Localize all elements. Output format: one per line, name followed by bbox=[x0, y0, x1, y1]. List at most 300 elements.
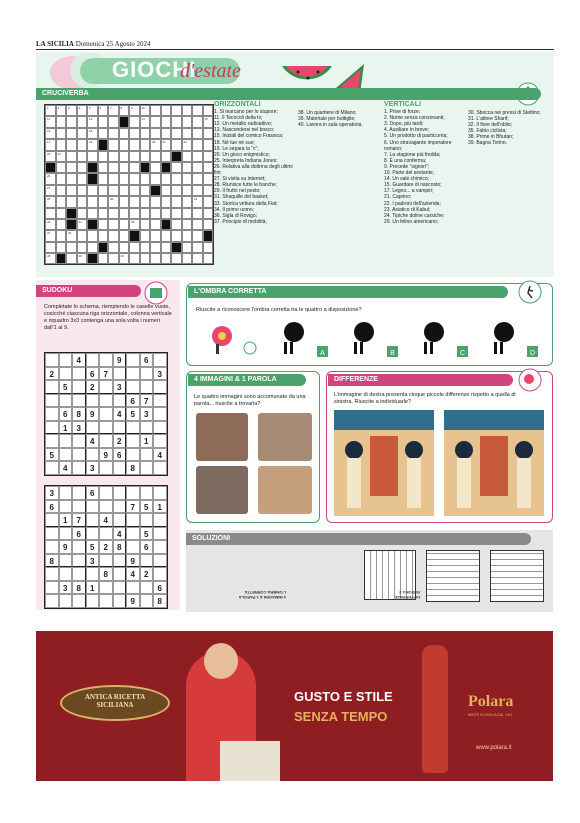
sudoku-cell[interactable] bbox=[45, 461, 59, 475]
crossword-cell[interactable] bbox=[56, 128, 67, 139]
sudoku-cell[interactable] bbox=[140, 380, 154, 394]
sudoku-cell[interactable] bbox=[113, 461, 127, 475]
crossword-cell[interactable] bbox=[192, 253, 203, 264]
crossword-cell[interactable] bbox=[182, 230, 193, 241]
sudoku-cell[interactable] bbox=[113, 500, 127, 514]
ad-url[interactable]: www.polara.it bbox=[476, 745, 512, 751]
sudoku-cell[interactable] bbox=[45, 353, 59, 367]
sudoku-cell[interactable] bbox=[99, 486, 113, 500]
sudoku-cell[interactable] bbox=[45, 540, 59, 554]
crossword-cell[interactable]: 9 bbox=[129, 105, 140, 116]
sudoku-cell[interactable] bbox=[59, 500, 73, 514]
sudoku-cell[interactable] bbox=[86, 567, 100, 581]
crossword-cell[interactable] bbox=[66, 173, 77, 184]
sudoku-cell[interactable] bbox=[153, 461, 167, 475]
crossword-cell[interactable] bbox=[129, 116, 140, 127]
sudoku-cell[interactable] bbox=[45, 380, 59, 394]
crossword-cell[interactable] bbox=[56, 230, 67, 241]
sudoku-cell[interactable] bbox=[140, 513, 154, 527]
crossword-cell[interactable] bbox=[87, 230, 98, 241]
crossword-cell[interactable] bbox=[98, 242, 109, 253]
crossword-cell[interactable]: 34 bbox=[77, 219, 88, 230]
crossword-cell[interactable] bbox=[98, 253, 109, 264]
crossword-cell[interactable] bbox=[150, 173, 161, 184]
sudoku-cell[interactable] bbox=[113, 486, 127, 500]
crossword-cell[interactable] bbox=[161, 185, 172, 196]
sudoku-cell[interactable]: 7 bbox=[140, 394, 154, 408]
crossword-cell[interactable] bbox=[192, 208, 203, 219]
crossword-cell[interactable] bbox=[171, 253, 182, 264]
sudoku-cell[interactable] bbox=[45, 581, 59, 595]
sudoku-cell[interactable] bbox=[72, 434, 86, 448]
sudoku-cell[interactable]: 6 bbox=[140, 540, 154, 554]
crossword-cell[interactable] bbox=[87, 162, 98, 173]
sudoku-cell[interactable] bbox=[153, 353, 167, 367]
sudoku-cell[interactable]: 6 bbox=[140, 353, 154, 367]
sudoku-cell[interactable] bbox=[126, 367, 140, 381]
sudoku-cell[interactable] bbox=[72, 567, 86, 581]
crossword-cell[interactable] bbox=[182, 162, 193, 173]
crossword-cell[interactable]: 23 bbox=[45, 151, 56, 162]
crossword-cell[interactable] bbox=[192, 105, 203, 116]
crossword-cell[interactable] bbox=[161, 230, 172, 241]
sudoku-cell[interactable] bbox=[59, 394, 73, 408]
sudoku-cell[interactable]: 2 bbox=[86, 380, 100, 394]
crossword-cell[interactable] bbox=[108, 173, 119, 184]
crossword-cell[interactable] bbox=[129, 196, 140, 207]
crossword-cell[interactable] bbox=[87, 185, 98, 196]
sudoku-cell[interactable] bbox=[86, 448, 100, 462]
sudoku-cell[interactable]: 8 bbox=[72, 581, 86, 595]
crossword-cell[interactable]: 33 bbox=[45, 219, 56, 230]
sudoku-cell[interactable] bbox=[86, 421, 100, 435]
crossword-cell[interactable] bbox=[56, 253, 67, 264]
crossword-cell[interactable] bbox=[119, 196, 130, 207]
shadow-option-c[interactable] bbox=[412, 318, 472, 358]
crossword-cell[interactable] bbox=[161, 208, 172, 219]
sudoku-cell[interactable] bbox=[72, 540, 86, 554]
crossword-cell[interactable] bbox=[161, 105, 172, 116]
crossword-cell[interactable] bbox=[171, 116, 182, 127]
crossword-cell[interactable]: 20 bbox=[150, 139, 161, 150]
sudoku-cell[interactable]: 2 bbox=[113, 434, 127, 448]
sudoku-cell[interactable] bbox=[99, 407, 113, 421]
sudoku-cell[interactable]: 1 bbox=[59, 421, 73, 435]
crossword-cell[interactable] bbox=[140, 185, 151, 196]
crossword-cell[interactable] bbox=[87, 219, 98, 230]
sudoku-cell[interactable]: 3 bbox=[45, 486, 59, 500]
sudoku-cell[interactable]: 3 bbox=[72, 421, 86, 435]
crossword-cell[interactable] bbox=[129, 185, 140, 196]
crossword-cell[interactable] bbox=[77, 196, 88, 207]
crossword-cell[interactable] bbox=[140, 242, 151, 253]
crossword-cell[interactable] bbox=[56, 162, 67, 173]
crossword-cell[interactable] bbox=[171, 139, 182, 150]
sudoku-cell[interactable] bbox=[113, 513, 127, 527]
crossword-cell[interactable]: 1 bbox=[45, 105, 56, 116]
sudoku-cell[interactable]: 3 bbox=[153, 367, 167, 381]
crossword-cell[interactable]: 38 bbox=[45, 253, 56, 264]
sudoku-cell[interactable] bbox=[99, 554, 113, 568]
crossword-cell[interactable] bbox=[45, 242, 56, 253]
sudoku-cell[interactable] bbox=[45, 407, 59, 421]
sudoku-cell[interactable]: 6 bbox=[126, 394, 140, 408]
crossword-cell[interactable] bbox=[140, 128, 151, 139]
sudoku-cell[interactable]: 4 bbox=[153, 448, 167, 462]
crossword-cell[interactable] bbox=[129, 139, 140, 150]
sudoku-cell[interactable]: 9 bbox=[113, 353, 127, 367]
sudoku-cell[interactable] bbox=[126, 513, 140, 527]
sudoku-cell[interactable]: 5 bbox=[59, 380, 73, 394]
crossword-cell[interactable] bbox=[171, 105, 182, 116]
crossword-cell[interactable] bbox=[87, 173, 98, 184]
crossword-cell[interactable] bbox=[182, 173, 193, 184]
crossword-cell[interactable] bbox=[108, 139, 119, 150]
sudoku-cell[interactable] bbox=[86, 594, 100, 608]
sudoku-cell[interactable] bbox=[140, 367, 154, 381]
crossword-cell[interactable] bbox=[140, 230, 151, 241]
crossword-cell[interactable] bbox=[150, 208, 161, 219]
sudoku-cell[interactable]: 5 bbox=[140, 500, 154, 514]
sudoku-cell[interactable] bbox=[99, 380, 113, 394]
crossword-cell[interactable] bbox=[66, 219, 77, 230]
sudoku-cell[interactable] bbox=[72, 554, 86, 568]
sudoku-cell[interactable] bbox=[86, 500, 100, 514]
sudoku-cell[interactable] bbox=[86, 527, 100, 541]
sudoku-cell[interactable] bbox=[86, 394, 100, 408]
crossword-cell[interactable] bbox=[171, 230, 182, 241]
sudoku-cell[interactable] bbox=[72, 394, 86, 408]
sudoku-cell[interactable]: 9 bbox=[86, 407, 100, 421]
crossword-cell[interactable] bbox=[119, 185, 130, 196]
crossword-cell[interactable] bbox=[203, 253, 214, 264]
sudoku-cell[interactable] bbox=[59, 527, 73, 541]
sudoku-cell[interactable] bbox=[140, 581, 154, 595]
crossword-cell[interactable] bbox=[56, 185, 67, 196]
sudoku-cell[interactable]: 5 bbox=[126, 407, 140, 421]
crossword-cell[interactable] bbox=[182, 116, 193, 127]
crossword-cell[interactable]: 37 bbox=[45, 230, 56, 241]
crossword-cell[interactable]: 35 bbox=[129, 219, 140, 230]
crossword-cell[interactable] bbox=[98, 196, 109, 207]
crossword-cell[interactable] bbox=[192, 230, 203, 241]
sudoku-cell[interactable] bbox=[99, 461, 113, 475]
sudoku-cell[interactable] bbox=[153, 486, 167, 500]
crossword-cell[interactable] bbox=[66, 116, 77, 127]
crossword-cell[interactable] bbox=[98, 173, 109, 184]
sudoku-cell[interactable] bbox=[126, 421, 140, 435]
crossword-cell[interactable] bbox=[192, 162, 203, 173]
sudoku-cell[interactable] bbox=[153, 567, 167, 581]
sudoku-cell[interactable] bbox=[140, 594, 154, 608]
sudoku-cell[interactable] bbox=[126, 486, 140, 500]
crossword-cell[interactable]: 11 bbox=[45, 116, 56, 127]
sudoku-cell[interactable]: 2 bbox=[45, 367, 59, 381]
crossword-cell[interactable]: 7 bbox=[108, 105, 119, 116]
crossword-cell[interactable] bbox=[77, 208, 88, 219]
crossword-cell[interactable] bbox=[171, 128, 182, 139]
crossword-cell[interactable] bbox=[98, 208, 109, 219]
crossword-cell[interactable] bbox=[77, 173, 88, 184]
crossword-cell[interactable] bbox=[66, 151, 77, 162]
sudoku-cell[interactable] bbox=[140, 421, 154, 435]
crossword-cell[interactable] bbox=[56, 196, 67, 207]
sudoku-cell[interactable]: 5 bbox=[140, 527, 154, 541]
crossword-cell[interactable]: 21 bbox=[161, 139, 172, 150]
crossword-cell[interactable]: 39 bbox=[77, 253, 88, 264]
crossword-cell[interactable] bbox=[87, 196, 98, 207]
crossword-cell[interactable] bbox=[119, 116, 130, 127]
sudoku-cell[interactable] bbox=[45, 421, 59, 435]
sudoku-cell[interactable]: 5 bbox=[45, 448, 59, 462]
sudoku-cell[interactable] bbox=[99, 353, 113, 367]
crossword-cell[interactable]: 2 bbox=[56, 105, 67, 116]
crossword-cell[interactable] bbox=[87, 242, 98, 253]
sudoku-cell[interactable]: 9 bbox=[99, 448, 113, 462]
crossword-cell[interactable] bbox=[98, 128, 109, 139]
sudoku-cell[interactable]: 7 bbox=[99, 367, 113, 381]
crossword-cell[interactable] bbox=[203, 105, 214, 116]
crossword-cell[interactable] bbox=[98, 185, 109, 196]
crossword-cell[interactable] bbox=[182, 208, 193, 219]
sudoku-cell[interactable] bbox=[86, 513, 100, 527]
sudoku-cell[interactable]: 8 bbox=[113, 540, 127, 554]
crossword-cell[interactable]: 24 bbox=[56, 151, 67, 162]
crossword-cell[interactable] bbox=[182, 196, 193, 207]
crossword-cell[interactable] bbox=[161, 173, 172, 184]
crossword-cell[interactable]: 28 bbox=[45, 196, 56, 207]
sudoku-cell[interactable]: 6 bbox=[59, 407, 73, 421]
sudoku-cell[interactable] bbox=[72, 500, 86, 514]
sudoku-cell[interactable]: 1 bbox=[153, 500, 167, 514]
crossword-cell[interactable] bbox=[56, 219, 67, 230]
sudoku-cell[interactable]: 8 bbox=[99, 567, 113, 581]
crossword-cell[interactable] bbox=[182, 151, 193, 162]
crossword-cell[interactable] bbox=[56, 173, 67, 184]
crossword-cell[interactable] bbox=[108, 162, 119, 173]
crossword-cell[interactable] bbox=[171, 185, 182, 196]
sudoku-cell[interactable] bbox=[153, 380, 167, 394]
crossword-cell[interactable]: 13 bbox=[140, 116, 151, 127]
sudoku-cell[interactable] bbox=[140, 554, 154, 568]
crossword-cell[interactable]: 26 bbox=[45, 173, 56, 184]
crossword-cell[interactable] bbox=[150, 230, 161, 241]
crossword-cell[interactable] bbox=[129, 173, 140, 184]
crossword-cell[interactable] bbox=[119, 219, 130, 230]
crossword-cell[interactable] bbox=[182, 185, 193, 196]
sudoku-cell[interactable] bbox=[99, 581, 113, 595]
sudoku-cell[interactable] bbox=[59, 448, 73, 462]
sudoku-cell[interactable]: 1 bbox=[86, 581, 100, 595]
crossword-cell[interactable] bbox=[192, 151, 203, 162]
crossword-cell[interactable] bbox=[66, 242, 77, 253]
crossword-cell[interactable] bbox=[203, 128, 214, 139]
crossword-cell[interactable] bbox=[161, 253, 172, 264]
sudoku-cell[interactable] bbox=[113, 594, 127, 608]
crossword-cell[interactable] bbox=[203, 208, 214, 219]
sudoku-cell[interactable] bbox=[99, 421, 113, 435]
sudoku-cell[interactable] bbox=[99, 394, 113, 408]
sudoku-cell[interactable] bbox=[126, 434, 140, 448]
crossword-cell[interactable] bbox=[66, 185, 77, 196]
sudoku-cell[interactable] bbox=[72, 594, 86, 608]
sudoku-cell[interactable]: 8 bbox=[153, 594, 167, 608]
crossword-cell[interactable] bbox=[182, 242, 193, 253]
shadow-option-b[interactable] bbox=[342, 318, 402, 358]
crossword-cell[interactable] bbox=[140, 162, 151, 173]
crossword-cell[interactable] bbox=[182, 219, 193, 230]
crossword-cell[interactable] bbox=[77, 230, 88, 241]
crossword-cell[interactable] bbox=[66, 162, 77, 173]
crossword-cell[interactable] bbox=[203, 230, 214, 241]
crossword-cell[interactable] bbox=[203, 219, 214, 230]
sudoku-cell[interactable]: 3 bbox=[86, 461, 100, 475]
sudoku-cell[interactable] bbox=[153, 407, 167, 421]
shadow-option-a[interactable] bbox=[272, 318, 332, 358]
sudoku-cell[interactable]: 5 bbox=[86, 540, 100, 554]
crossword-cell[interactable] bbox=[119, 242, 130, 253]
sudoku-cell[interactable] bbox=[99, 500, 113, 514]
sudoku-cell[interactable]: 8 bbox=[126, 461, 140, 475]
sudoku-cell[interactable] bbox=[72, 380, 86, 394]
crossword-cell[interactable] bbox=[119, 139, 130, 150]
sudoku-cell[interactable] bbox=[140, 448, 154, 462]
sudoku-grid-1[interactable] bbox=[44, 352, 168, 476]
sudoku-cell[interactable]: 1 bbox=[59, 513, 73, 527]
crossword-cell[interactable] bbox=[150, 253, 161, 264]
crossword-cell[interactable] bbox=[182, 105, 193, 116]
crossword-cell[interactable] bbox=[192, 219, 203, 230]
crossword-cell[interactable] bbox=[56, 208, 67, 219]
crossword-cell[interactable] bbox=[150, 128, 161, 139]
sudoku-cell[interactable]: 6 bbox=[113, 448, 127, 462]
crossword-cell[interactable] bbox=[192, 185, 203, 196]
sudoku-cell[interactable]: 2 bbox=[140, 567, 154, 581]
crossword-cell[interactable] bbox=[77, 151, 88, 162]
crossword-cell[interactable] bbox=[129, 208, 140, 219]
sudoku-cell[interactable] bbox=[126, 581, 140, 595]
sudoku-cell[interactable] bbox=[99, 527, 113, 541]
crossword-cell[interactable]: 19 bbox=[87, 139, 98, 150]
crossword-cell[interactable] bbox=[77, 139, 88, 150]
crossword-cell[interactable] bbox=[98, 116, 109, 127]
crossword-cell[interactable] bbox=[66, 196, 77, 207]
crossword-cell[interactable] bbox=[129, 253, 140, 264]
crossword-cell[interactable]: 3 bbox=[66, 105, 77, 116]
crossword-cell[interactable] bbox=[77, 242, 88, 253]
crossword-cell[interactable] bbox=[119, 173, 130, 184]
crossword-cell[interactable] bbox=[77, 128, 88, 139]
crossword-cell[interactable] bbox=[140, 208, 151, 219]
crossword-cell[interactable] bbox=[161, 219, 172, 230]
crossword-cell[interactable] bbox=[203, 196, 214, 207]
crossword-cell[interactable] bbox=[150, 185, 161, 196]
crossword-cell[interactable] bbox=[98, 139, 109, 150]
sudoku-cell[interactable] bbox=[126, 353, 140, 367]
crossword-cell[interactable] bbox=[161, 128, 172, 139]
crossword-cell[interactable] bbox=[150, 151, 161, 162]
sudoku-cell[interactable]: 7 bbox=[72, 513, 86, 527]
crossword-cell[interactable] bbox=[119, 230, 130, 241]
crossword-cell[interactable] bbox=[108, 208, 119, 219]
crossword-cell[interactable] bbox=[119, 128, 130, 139]
crossword-cell[interactable] bbox=[129, 128, 140, 139]
sudoku-cell[interactable]: 6 bbox=[45, 500, 59, 514]
crossword-cell[interactable] bbox=[140, 196, 151, 207]
advertisement[interactable] bbox=[36, 631, 553, 781]
sudoku-cell[interactable]: 3 bbox=[140, 407, 154, 421]
crossword-cell[interactable] bbox=[98, 151, 109, 162]
crossword-cell[interactable] bbox=[182, 128, 193, 139]
crossword-cell[interactable]: 27 bbox=[45, 185, 56, 196]
sudoku-cell[interactable] bbox=[113, 581, 127, 595]
sudoku-cell[interactable]: 4 bbox=[86, 434, 100, 448]
crossword-cell[interactable] bbox=[203, 173, 214, 184]
crossword-cell[interactable]: 4 bbox=[77, 105, 88, 116]
sudoku-cell[interactable]: 3 bbox=[59, 581, 73, 595]
sudoku-cell[interactable] bbox=[99, 594, 113, 608]
crossword-cell[interactable] bbox=[87, 253, 98, 264]
crossword-cell[interactable]: 6 bbox=[98, 105, 109, 116]
crossword-cell[interactable] bbox=[119, 162, 130, 173]
crossword-cell[interactable] bbox=[203, 185, 214, 196]
sudoku-cell[interactable] bbox=[45, 394, 59, 408]
sudoku-cell[interactable] bbox=[113, 394, 127, 408]
crossword-cell[interactable] bbox=[140, 151, 151, 162]
crossword-cell[interactable] bbox=[182, 253, 193, 264]
sudoku-cell[interactable] bbox=[153, 434, 167, 448]
crossword-cell[interactable] bbox=[108, 242, 119, 253]
sudoku-cell[interactable]: 3 bbox=[113, 380, 127, 394]
crossword-cell[interactable] bbox=[119, 208, 130, 219]
crossword-cell[interactable] bbox=[66, 208, 77, 219]
crossword-cell[interactable] bbox=[203, 162, 214, 173]
crossword-cell[interactable] bbox=[98, 219, 109, 230]
crossword-cell[interactable]: 40 bbox=[119, 253, 130, 264]
crossword-cell[interactable] bbox=[203, 242, 214, 253]
crossword-cell[interactable] bbox=[161, 196, 172, 207]
sudoku-cell[interactable]: 4 bbox=[99, 513, 113, 527]
sudoku-cell[interactable]: 2 bbox=[99, 540, 113, 554]
crossword-cell[interactable] bbox=[77, 162, 88, 173]
crossword-cell[interactable] bbox=[140, 253, 151, 264]
crossword-cell[interactable] bbox=[129, 230, 140, 241]
sudoku-cell[interactable] bbox=[153, 513, 167, 527]
sudoku-cell[interactable]: 6 bbox=[86, 367, 100, 381]
crossword-cell[interactable] bbox=[150, 105, 161, 116]
crossword-cell[interactable] bbox=[171, 242, 182, 253]
sudoku-cell[interactable] bbox=[99, 434, 113, 448]
crossword-cell[interactable] bbox=[161, 162, 172, 173]
sudoku-cell[interactable] bbox=[113, 554, 127, 568]
crossword-cell[interactable]: 18 bbox=[87, 128, 98, 139]
crossword-cell[interactable] bbox=[203, 139, 214, 150]
sudoku-cell[interactable]: 6 bbox=[86, 486, 100, 500]
crossword-cell[interactable] bbox=[119, 151, 130, 162]
sudoku-cell[interactable] bbox=[86, 353, 100, 367]
sudoku-cell[interactable] bbox=[59, 554, 73, 568]
sudoku-cell[interactable]: 8 bbox=[45, 554, 59, 568]
crossword-cell[interactable] bbox=[45, 208, 56, 219]
sudoku-cell[interactable] bbox=[72, 461, 86, 475]
sudoku-cell[interactable] bbox=[59, 486, 73, 500]
sudoku-cell[interactable] bbox=[45, 434, 59, 448]
crossword-cell[interactable] bbox=[192, 116, 203, 127]
sudoku-cell[interactable] bbox=[140, 461, 154, 475]
crossword-grid[interactable] bbox=[44, 104, 214, 265]
sudoku-cell[interactable] bbox=[72, 448, 86, 462]
crossword-cell[interactable]: 8 bbox=[119, 105, 130, 116]
